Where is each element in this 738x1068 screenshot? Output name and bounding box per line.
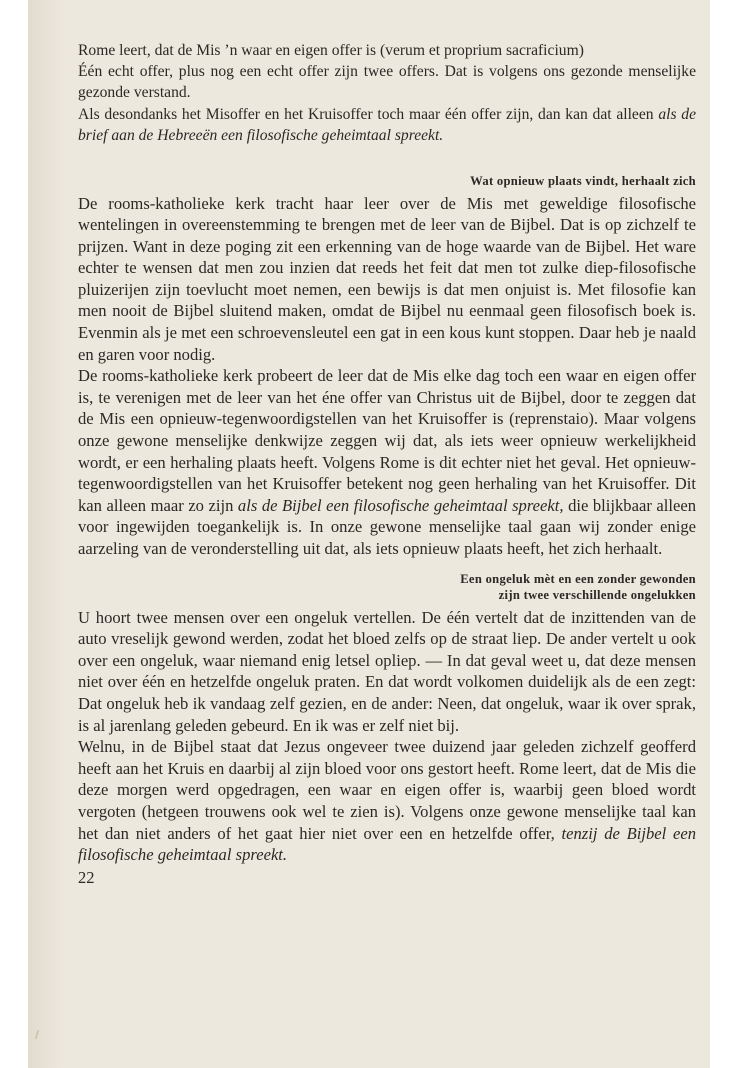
intro-paragraph-3: Als desondanks het Misoffer en het Kruisoffer toch maar één offer zijn, dan kan dat alleen als de brief aan de Hebreeën een filosofische geheimtaal spreekt. xyxy=(78,105,696,144)
intro-paragraph-2: Één echt offer, plus nog een echt offer zijn twee offers. Dat is volgens ons gezonde menselijke gezonde verstand. xyxy=(78,63,696,102)
section1-paragraph-2: De rooms-katholieke kerk probeert de leer dat de Mis elke dag toch een waar en eigen offer is, te verenigen met de leer van het éne offer van Christus uit de Bijbel, door te zeggen dat de Mis een opnieuw-tegenwoordigstellen van het Kruisoffer is (reprenstaio). Maar volgens onze gewone menselijke denkwijze zeggen wij dat, als iets weer opnieuw werkelijkheid wordt, er een herhaling plaats heeft. Volgens Rome is dit echter niet het geval. Het opnieuw-tegenwoordigstellen van het Kruisoffer betekent nog geen herhaling van het Kruisoffer. Dit kan alleen maar zo zijn als de Bijbel een filosofische geheimtaal spreekt, die blijkbaar alleen voor ingewijden toegankelijk is. In onze gewone menselijke taal gaan wij zonder enige aarzeling van de veronderstelling uit dat, als iets opnieuw plaats heeft, het zich herhaalt. xyxy=(78,366,696,559)
section2-paragraph-2: Welnu, in de Bijbel staat dat Jezus ongeveer twee duizend jaar geleden zichzelf geofferd heeft aan het Kruis en daarbij al zijn bloed voor ons gestort heeft. Rome leert, dat de Mis die deze morgen werd opgedragen, een waar en eigen offer is, waarbij geen bloed wordt vergoten (hetgeen trouwens ook wel te zien is). Volgens onze gewone menselijke taal kan het dan niet anders of het gaat hier niet over een en hetzelfde offer, tenzij de Bijbel een filosofische geheimtaal spreekt. xyxy=(78,737,696,865)
section-1 xyxy=(78,193,696,560)
section2-italic-phrase: tenzij de Bijbel een filosofische geheimtaal spreekt. xyxy=(78,823,696,865)
intro-italic-phrase: als de brief aan de Hebreeën een filosofische geheimtaal spreekt. xyxy=(78,105,696,144)
intro-block xyxy=(78,40,696,146)
section2-paragraph-1: U hoort twee mensen over een ongeluk vertellen. De één vertelt dat de inzittenden van de auto vreselijk gewond werden, zodat het bloed zelfs op de straat liep. De ander vertelt u ook over een ongeluk, waar niemand enig letsel opliep. — In dat geval weet u, dat deze mensen niet over één en hetzelfde ongeluk praten. En dat wordt volkomen duidelijk als de een zegt: Dat ongeluk heb ik vandaag zelf gezien, en de ander: Neen, dat ongeluk, waar ik over sprak, is al jarenlang geleden gebeurd. En ik was er zelf niet bij. xyxy=(78,607,696,735)
page-body xyxy=(78,40,696,888)
section1-paragraph-1: De rooms-katholieke kerk tracht haar leer over de Mis met geweldige filosofische wentelingen in overeenstemming te brengen met de leer van de Bijbel. Dat is op zichzelf te prijzen. Want in deze poging zit een erkenning van de hoge waarde van de Bijbel. Het ware echter te wensen dat men zou inzien dat reeds het feit dat men tot zulke diep-filosofische pluizerijen zijn toevlucht moet nemen, een bewijs is dat men onjuist is. Met filosofie kan men nooit de Bijbel sluitend maken, omdat de Bijbel nu eenmaal geen filosofisch boek is. Evenmin als je met een schroevensleutel een gat in een kous kunt stoppen. Daar heb je naald en garen voor nodig. xyxy=(78,193,696,364)
page-gutter-shadow xyxy=(28,0,64,1068)
section-heading-2: Een ongeluk mèt en een zonder gewonden zijn twee verschillende ongelukken xyxy=(460,571,696,603)
page-number: 22 xyxy=(78,867,95,887)
section1-italic-phrase: als de Bijbel een filosofische geheimtaal spreekt, xyxy=(237,495,564,515)
intro-paragraph-1: Rome leert, dat de Mis ’n waar en eigen offer is (verum et proprium sacraficium) xyxy=(78,42,584,59)
section-heading-1: Wat opnieuw plaats vindt, herhaalt zich xyxy=(470,174,696,189)
section-2 xyxy=(78,607,696,888)
book-page xyxy=(28,0,710,1068)
